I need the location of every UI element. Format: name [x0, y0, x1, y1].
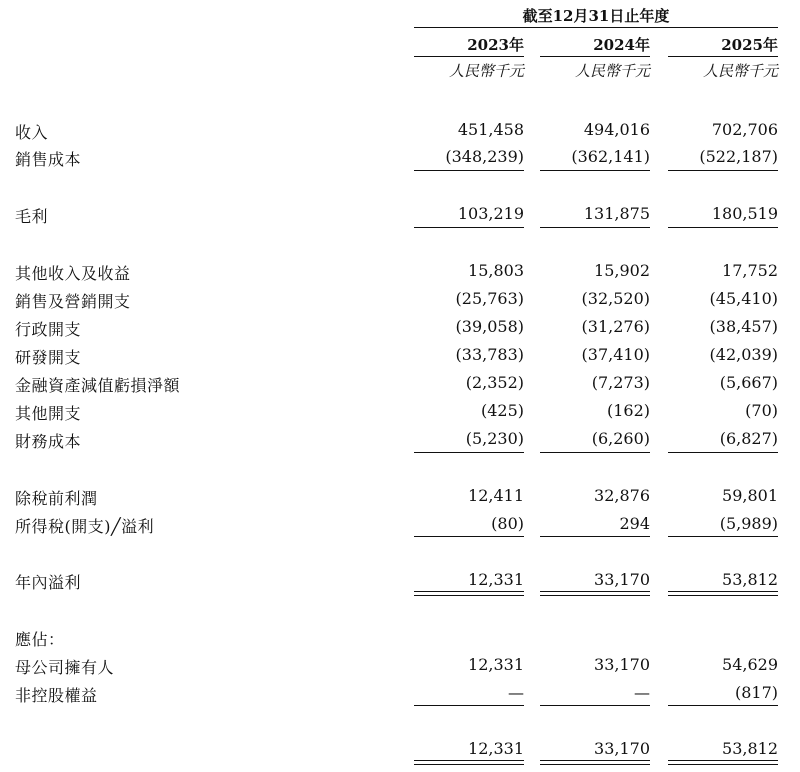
unit-label-2023: 人民幣千元: [448, 62, 524, 80]
value-2024: (7,273): [591, 373, 650, 392]
value-2023: 451,458: [457, 120, 524, 139]
value-2024: 33,170: [594, 570, 650, 589]
value-2024: (162): [606, 401, 650, 420]
total-double-rule: [414, 760, 524, 765]
value-2024: 131,875: [583, 204, 650, 223]
value-2023: —: [508, 683, 524, 702]
subtotal-rule: [540, 452, 650, 453]
subtotal-rule: [668, 452, 778, 453]
value-2023: (2,352): [465, 373, 524, 392]
total-double-rule: [540, 760, 650, 765]
row-label: 銷售及營銷開支: [15, 292, 131, 311]
value-2024: (32,520): [581, 289, 650, 308]
subtotal-rule: [540, 705, 650, 706]
year-2023-rule: [414, 56, 524, 57]
subtotal-rule: [668, 705, 778, 706]
subtotal-rule: [668, 170, 778, 171]
value-2023: (5,230): [465, 429, 524, 448]
row-label: 其他收入及收益: [15, 264, 131, 283]
value-2023: 103,219: [457, 204, 524, 223]
value-2023: (80): [491, 514, 524, 533]
subtotal-rule: [540, 536, 650, 537]
subtotal-rule: [414, 170, 524, 171]
value-2025: 54,629: [722, 655, 778, 674]
row-label: 毛利: [15, 207, 49, 226]
value-2025: 180,519: [711, 204, 778, 223]
row-label: 銷售成本: [15, 150, 82, 169]
row-admin-expenses: [0, 317, 800, 341]
total-double-rule: [668, 591, 778, 596]
value-2025: 702,706: [711, 120, 778, 139]
row-label: 財務成本: [15, 432, 82, 451]
row-label: 行政開支: [15, 320, 82, 339]
value-2025: 59,801: [722, 486, 778, 505]
value-2025: (817): [734, 683, 778, 702]
value-2024: 32,876: [594, 486, 650, 505]
value-2023: (39,058): [455, 317, 524, 336]
total-double-rule: [668, 760, 778, 765]
value-2024: (37,410): [581, 345, 650, 364]
year-2025-rule: [668, 56, 778, 57]
value-2024: —: [634, 683, 650, 702]
value-2025: (522,187): [699, 147, 778, 166]
year-2024-header: 2024年: [593, 36, 650, 54]
value-2023: (348,239): [445, 147, 524, 166]
value-2025: (70): [745, 401, 778, 420]
row-gross-profit: [0, 204, 800, 228]
value-2024: 33,170: [594, 739, 650, 758]
value-2025: (42,039): [709, 345, 778, 364]
value-2023: 12,331: [468, 570, 524, 589]
value-2024: 15,902: [594, 261, 650, 280]
value-2025: (45,410): [709, 289, 778, 308]
value-2024: 494,016: [583, 120, 650, 139]
row-label: 年內溢利: [15, 573, 82, 592]
value-2024: 294: [619, 514, 650, 533]
year-2025-header: 2025年: [721, 36, 778, 54]
value-2025: 53,812: [722, 739, 778, 758]
subtotal-rule: [668, 227, 778, 228]
subtotal-rule: [414, 536, 524, 537]
value-2024: 33,170: [594, 655, 650, 674]
subtotal-rule: [540, 170, 650, 171]
unit-label-2024: 人民幣千元: [574, 62, 650, 80]
row-impairment: [0, 373, 800, 397]
row-finance-costs: [0, 429, 800, 453]
year-2023-header: 2023年: [467, 36, 524, 54]
row-attributable-to: [0, 627, 800, 651]
unit-label-2025: 人民幣千元: [702, 62, 778, 80]
row-label: 除稅前利潤: [15, 489, 98, 508]
subtotal-rule: [414, 452, 524, 453]
value-2023: 12,411: [468, 486, 524, 505]
value-2025: (6,827): [719, 429, 778, 448]
row-owners-of-parent: [0, 655, 800, 679]
value-2024: (6,260): [591, 429, 650, 448]
year-2024-rule: [540, 56, 650, 57]
subtotal-rule: [414, 705, 524, 706]
value-2023: 15,803: [468, 261, 524, 280]
row-other-expenses: [0, 401, 800, 425]
value-2025: (5,667): [719, 373, 778, 392]
row-rd-expenses: [0, 345, 800, 369]
row-label: 金融資產減值虧損淨額: [15, 376, 181, 395]
subtotal-rule: [540, 227, 650, 228]
value-2023: (425): [480, 401, 524, 420]
value-2025: (38,457): [709, 317, 778, 336]
row-non-controlling: [0, 683, 800, 707]
total-double-rule: [414, 591, 524, 596]
row-label: 非控股權益: [15, 686, 98, 705]
value-2025: 53,812: [722, 570, 778, 589]
row-label: 收入: [15, 123, 49, 142]
subtotal-rule: [668, 536, 778, 537]
value-2024: (362,141): [571, 147, 650, 166]
row-income-tax: [0, 514, 800, 538]
subtotal-rule: [414, 227, 524, 228]
row-label: 應佔：: [15, 630, 65, 649]
row-revenue: [0, 120, 800, 144]
value-2025: (5,989): [719, 514, 778, 533]
value-2023: (33,783): [455, 345, 524, 364]
row-label: 其他開支: [15, 404, 82, 423]
value-2024: (31,276): [581, 317, 650, 336]
row-profit-before-tax: [0, 486, 800, 510]
row-label: 所得稅(開支)╱溢利: [15, 517, 155, 536]
row-label: 研發開支: [15, 348, 82, 367]
value-2023: (25,763): [455, 289, 524, 308]
row-other-income: [0, 261, 800, 285]
period-header-rule: [414, 27, 778, 28]
value-2023: 12,331: [468, 655, 524, 674]
value-2025: 17,752: [722, 261, 778, 280]
value-2023: 12,331: [468, 739, 524, 758]
period-header: 截至12月31日止年度: [522, 7, 670, 25]
row-selling-expenses: [0, 289, 800, 313]
row-label: 母公司擁有人: [15, 658, 115, 677]
total-double-rule: [540, 591, 650, 596]
row-cost-of-sales: [0, 147, 800, 171]
